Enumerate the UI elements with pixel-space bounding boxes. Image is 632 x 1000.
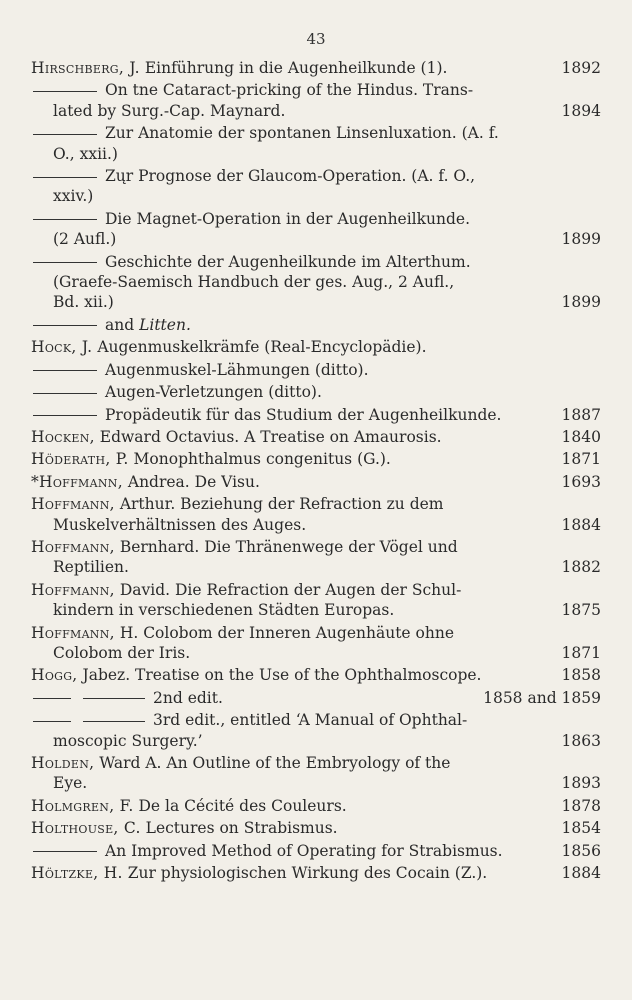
entry-year: 1858 and 1859 [483, 688, 601, 707]
bibliography-entry [31, 427, 601, 447]
entry-title-continued: Eye. [53, 774, 88, 793]
entry-year: 1882 [561, 558, 601, 577]
entry-author: Hoffmann, [31, 537, 115, 556]
ditto-rule [33, 370, 97, 371]
entry-author: Hoffmann, [31, 623, 115, 642]
entry-year: 1892 [561, 59, 601, 77]
entry-title: H. Colobom der Inneren Augenhäute ohne [119, 623, 455, 642]
ditto-rule [33, 325, 97, 326]
entry-title: Augenmuskel-Lähmungen (ditto). [105, 360, 369, 379]
entry-author: Hoffmann, [31, 495, 115, 514]
ditto-rule [33, 177, 97, 178]
entry-title: Ward A. An Outline of the Embryology of the [99, 754, 451, 772]
entry-year: 1894 [561, 101, 601, 120]
ditto-rule [33, 393, 97, 394]
ditto-rule [33, 219, 97, 220]
entry-author: Höltzke, H. [31, 864, 123, 883]
entry-prefix: and [105, 315, 140, 334]
entry-year: 1693 [561, 472, 601, 491]
ditto-rule [33, 134, 97, 135]
bibliography-entry [31, 580, 601, 621]
entry-author: Holthouse, C. [31, 819, 141, 838]
ditto-rule [33, 698, 71, 699]
entry-title: De la Cécité des Couleurs. [138, 796, 347, 815]
entry-title: Propädeutik für das Studium der Augenheilkunde. [105, 405, 502, 424]
ditto-rule [83, 721, 145, 722]
entry-year: 1899 [561, 293, 601, 312]
bibliography-entry [31, 58, 601, 78]
bibliography-entry [31, 818, 601, 838]
entry-title: On tne Cataract-pricking of the Hindus. Trans- [105, 81, 474, 100]
entry-title: Augenmuskelkrämfe (Real-Encyclopädie). [97, 338, 427, 357]
entry-year: 1884 [561, 515, 601, 534]
bibliography-entry [31, 863, 601, 883]
entry-year: 1863 [561, 731, 601, 750]
bibliography-entry [31, 337, 601, 357]
entry-author: Hoffmann, [31, 580, 115, 599]
entry-author: Höderath, P. [31, 450, 129, 469]
bibliography-list [31, 58, 601, 885]
entry-year: 1878 [561, 796, 601, 815]
entry-title: 3rd edit., entitled ‘A Manual of Ophthal- [153, 711, 468, 730]
entry-coauthor: Litten. [139, 315, 191, 334]
entry-title: Zur Anatomie der spontanen Linsenluxation. (A. f. [105, 124, 499, 143]
entry-title: Monophthalmus congenitus (G.). [133, 450, 391, 469]
entry-year: 1871 [561, 643, 601, 662]
entry-title: An Improved Method of Operating for Strabismus. [105, 841, 503, 860]
bibliography-entry [31, 360, 601, 380]
bibliography-entry [31, 623, 601, 664]
entry-author: Hocken, [31, 427, 95, 446]
entry-year: 1884 [561, 864, 601, 883]
entry-year: 1871 [561, 450, 601, 469]
ditto-rule [33, 851, 97, 852]
bibliography-entry [31, 123, 601, 164]
ditto-rule [33, 415, 97, 416]
bibliography-entry [31, 665, 601, 685]
bibliography-entry [31, 80, 601, 121]
ditto-rule [33, 721, 71, 722]
entry-title: Lectures on Strabismus. [145, 819, 338, 838]
entry-title-continued: xxiv.) [53, 187, 94, 206]
entry-title: Jabez. Treatise on the Use of the Ophthalmoscope. [82, 666, 482, 685]
entry-title: Arthur. Beziehung der Refraction zu dem [119, 495, 444, 514]
entry-year: 1893 [561, 774, 601, 793]
entry-title: Andrea. De Visu. [127, 472, 260, 491]
entry-title-continued: kindern in verschiedenen Städten Europas. [53, 601, 395, 620]
bibliography-entry [31, 405, 601, 425]
entry-author: Holden, [31, 754, 95, 772]
entry-year: 1840 [561, 427, 601, 446]
ditto-rule [33, 262, 97, 263]
entry-title-continued: Muskelverhältnissen des Auges. [53, 515, 307, 534]
entry-title-continued: (Graefe-Saemisch Handbuch der ges. Aug., 2 Aufl., [53, 273, 455, 292]
ditto-rule [33, 91, 97, 92]
entry-year: 1856 [561, 841, 601, 860]
entry-title-continued: Colobom der Iris. [53, 643, 191, 662]
page-number: 43 [306, 30, 326, 48]
bibliography-entry [31, 209, 601, 250]
entry-title-continued: Reptilien. [53, 558, 129, 577]
entry-title: Einführung in die Augenheilkunde (1). [144, 59, 448, 77]
entry-year: 1854 [561, 819, 601, 838]
bibliography-entry [31, 688, 601, 708]
entry-title-continued: (2 Aufl.) [53, 230, 117, 249]
entry-title: Zųr Prognose der Glaucom-Operation. (A. f. O., [105, 167, 476, 186]
bibliography-entry [31, 252, 601, 313]
entry-title: Augen-Verletzungen (ditto). [105, 383, 322, 402]
entry-year: 1887 [561, 405, 601, 424]
bibliography-entry [31, 166, 601, 207]
entry-author: Hock, J. [31, 338, 93, 357]
entry-title: 2nd edit. [153, 688, 223, 707]
entry-author: Hogg, [31, 666, 78, 685]
entry-title: Geschichte der Augenheilkunde im Alterthum. [105, 252, 471, 271]
entry-title-continued: O., xxii.) [53, 144, 118, 163]
bibliography-entry [31, 494, 601, 535]
entry-title: David. Die Refraction der Augen der Schul- [119, 580, 462, 599]
entry-title: Edward Octavius. A Treatise on Amaurosis. [99, 427, 442, 446]
entry-title: Bernhard. Die Thränenwege der Vögel und [119, 537, 458, 556]
entry-year: 1899 [561, 230, 601, 249]
bibliography-entry [31, 472, 601, 492]
bibliography-entry [31, 449, 601, 469]
entry-title-continued: Bd. xii.) [53, 293, 114, 312]
bibliography-entry [31, 537, 601, 578]
entry-title-continued: lated by Surg.-Cap. Maynard. [53, 101, 286, 120]
entry-year: 1858 [561, 666, 601, 685]
entry-title: Die Magnet-Operation in der Augenheilkunde. [105, 209, 471, 228]
bibliography-entry [31, 796, 601, 816]
bibliography-entry [31, 710, 601, 751]
entry-title: Zur physiologischen Wirkung des Cocain (Z.). [127, 864, 488, 883]
entry-title-continued: moscopic Surgery.’ [53, 731, 203, 750]
ditto-rule [83, 698, 145, 699]
bibliography-entry [31, 315, 601, 335]
bibliography-entry [31, 382, 601, 402]
bibliography-entry [31, 841, 601, 861]
entry-author: Holmgren, F. [31, 796, 134, 815]
entry-author: Hirschberg, J. [31, 59, 140, 77]
entry-author: *Hoffmann, [31, 472, 123, 491]
entry-year: 1875 [561, 601, 601, 620]
bibliography-entry [31, 753, 601, 794]
